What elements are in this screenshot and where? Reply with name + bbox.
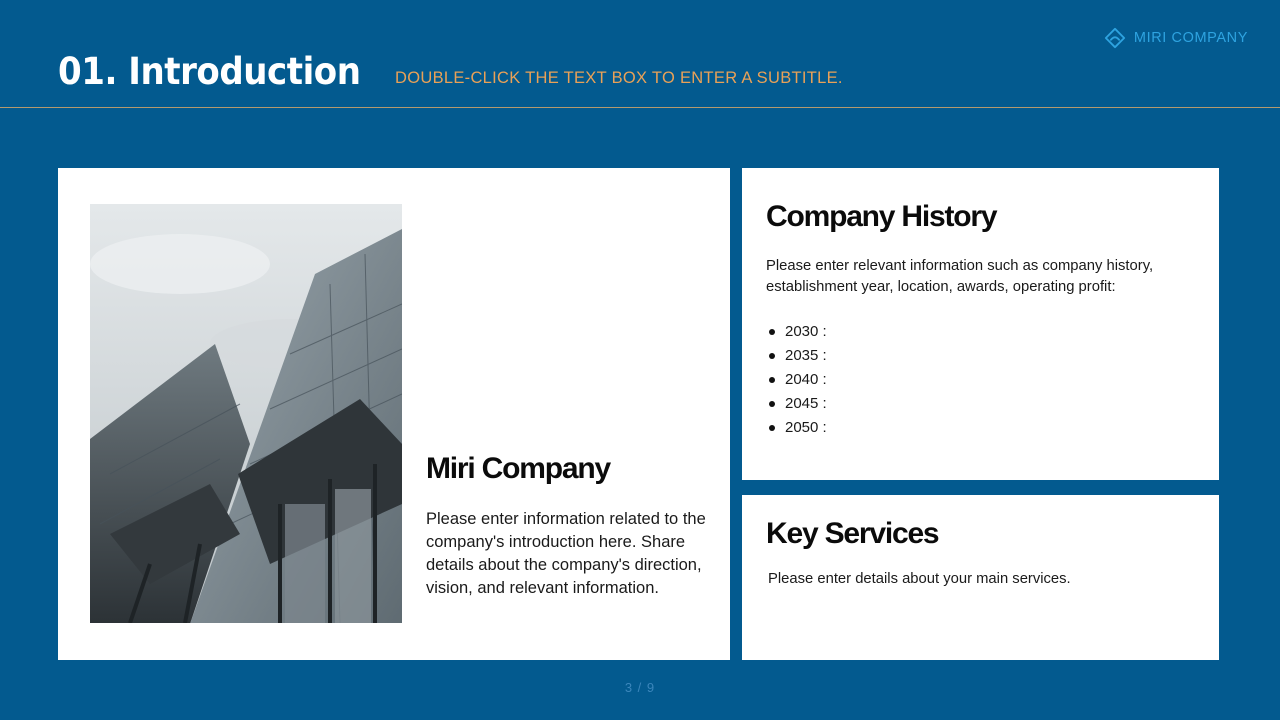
intro-heading: Miri Company — [426, 452, 610, 485]
brand-name: MIRI COMPANY — [1133, 30, 1248, 46]
services-heading: Key Services — [766, 517, 939, 550]
history-body: Please enter relevant information such as company history, establishment year, location, awards, operating profit: — [766, 258, 1154, 295]
list-item: 2045 : — [785, 392, 1206, 416]
page-number: 3 / 9 — [624, 680, 656, 695]
brand-logo — [1104, 27, 1248, 49]
intro-body: Please enter information related to the company's introduction here. Share details about the company's direction, vision, and relevant information. — [426, 510, 706, 597]
services-card — [742, 495, 1219, 660]
diamond-logo-icon — [1104, 27, 1126, 49]
list-item: 2030 : — [785, 320, 1206, 344]
intro-card — [58, 168, 730, 660]
header-divider — [0, 107, 1280, 108]
office-buildings-photo[interactable] — [90, 204, 402, 623]
page-title[interactable]: 01. Introduction — [58, 50, 361, 93]
page-subtitle[interactable]: DOUBLE-CLICK THE TEXT BOX TO ENTER A SUBTITLE. — [395, 69, 843, 87]
history-card — [742, 168, 1219, 480]
list-item: 2050 : — [785, 416, 1206, 440]
list-item: 2040 : — [785, 368, 1206, 392]
history-list — [766, 320, 1206, 440]
services-body: Please enter details about your main services. — [768, 571, 1071, 587]
list-item: 2035 : — [785, 344, 1206, 368]
history-heading: Company History — [766, 200, 997, 233]
